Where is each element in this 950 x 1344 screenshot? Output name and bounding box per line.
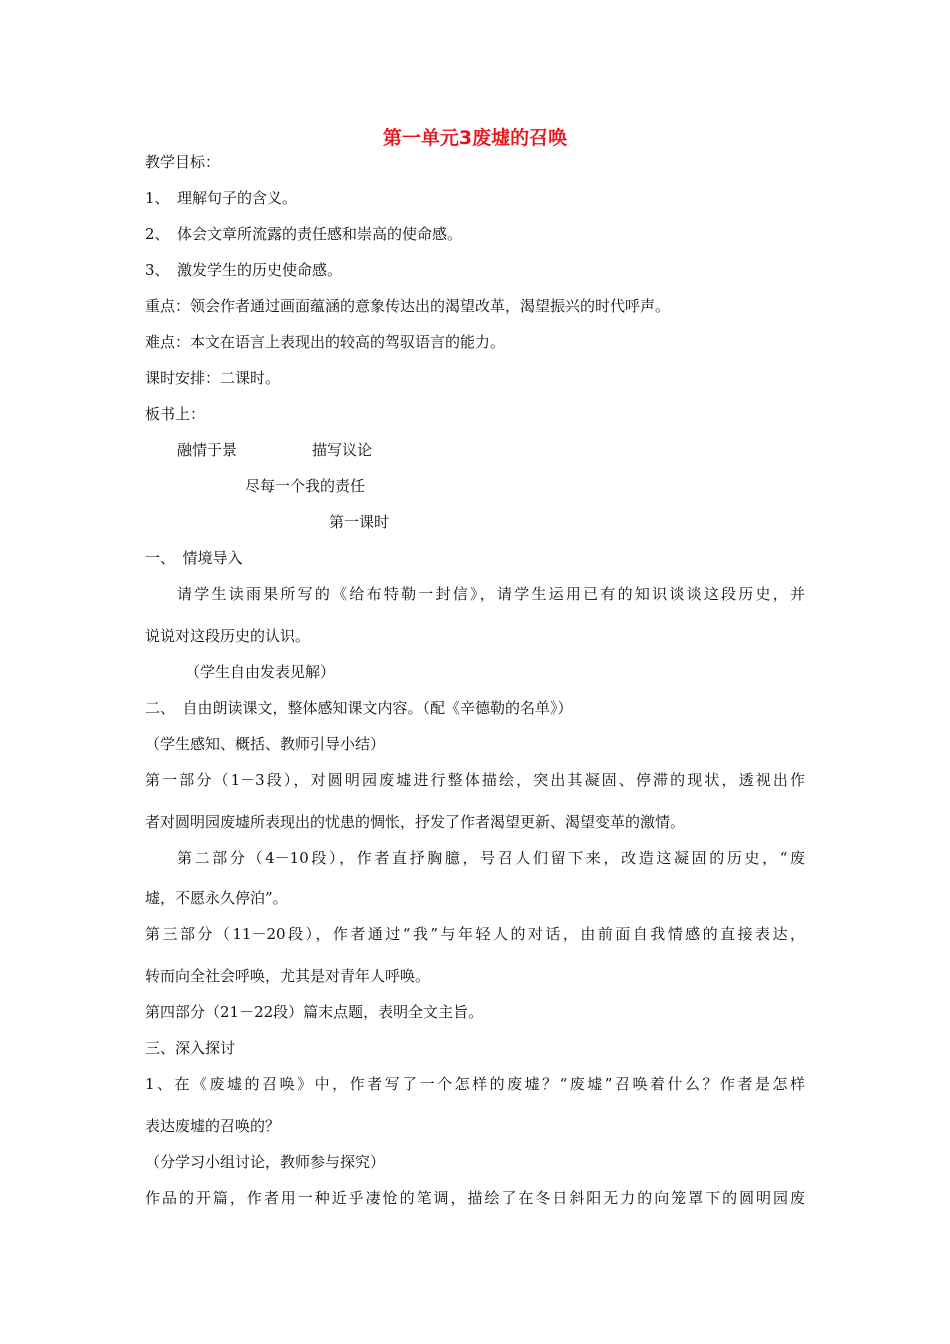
text-line: 表达废墟的召唤的？: [145, 1117, 281, 1135]
text-line: 课时安排：二课时。: [145, 369, 281, 387]
text-line: 墟，不愿永久停泊”。: [145, 889, 288, 907]
text-line: 教学目标：: [145, 153, 221, 171]
text-line: （学生感知、概括、教师引导小结）: [145, 735, 386, 753]
text-line: 作品的开篇，作者用一种近乎凄怆的笔调，描绘了在冬日斜阳无力的向笼罩下的圆明园废: [145, 1189, 805, 1207]
document-title: 第一单元3废墟的召唤: [382, 127, 568, 149]
section-heading: 二、 自由朗读课文，整体感知课文内容。（配《辛德勒的名单》）: [145, 699, 573, 717]
text-line: 第四部分（21－22段）篇末点题，表明全文主旨。: [145, 1003, 484, 1021]
board-text-left: 融情于景: [177, 441, 238, 459]
text-line: 难点：本文在语言上表现出的较高的驾驭语言的能力。: [145, 333, 506, 351]
text-line: 板书上：: [145, 405, 206, 423]
text-line: 说说对这段历史的认识。: [145, 627, 311, 645]
text-line: 请学生读雨果所写的《给布特勒一封信》，请学生运用已有的知识谈谈这段历史，并: [177, 585, 805, 603]
board-text-right: 描写议论: [312, 441, 373, 459]
text-line: 者对圆明园废墟所表现出的忧患的惆怅，抒发了作者渴望更新、渴望变革的激情。: [145, 813, 686, 831]
text-line: 重点：领会作者通过画面蕴涵的意象传达出的渴望改革，渴望振兴的时代呼声。: [145, 297, 671, 315]
lesson-heading: 第一课时: [329, 513, 390, 531]
text-line: 第二部分（4－10段），作者直抒胸臆，号召人们留下来，改造这凝固的历史，“废: [177, 849, 805, 867]
text-line: 3、 激发学生的历史使命感。: [145, 261, 343, 279]
section-heading: 一、 情境导入: [145, 549, 243, 567]
text-line: 2、 体会文章所流露的责任感和崇高的使命感。: [145, 225, 463, 243]
text-line: 第一部分（1－3段），对圆明园废墟进行整体描绘，突出其凝固、停滞的现状，透视出作: [145, 771, 805, 789]
text-line: （分学习小组讨论，教师参与探究）: [145, 1153, 386, 1171]
text-line: （学生自由发表见解）: [185, 663, 336, 681]
section-heading: 三、深入探讨: [145, 1039, 236, 1057]
text-line: 1、 理解句子的含义。: [145, 189, 298, 207]
text-line: 转而向全社会呼唤，尤其是对青年人呼唤。: [145, 967, 431, 985]
board-text-center: 尽每一个我的责任: [245, 477, 366, 495]
text-line: 1、在《废墟的召唤》中，作者写了一个怎样的废墟？“废墟”召唤着什么？作者是怎样: [145, 1075, 805, 1093]
text-line: 第三部分（11－20段），作者通过“我”与年轻人的对话，由前面自我情感的直接表达，: [145, 925, 805, 943]
